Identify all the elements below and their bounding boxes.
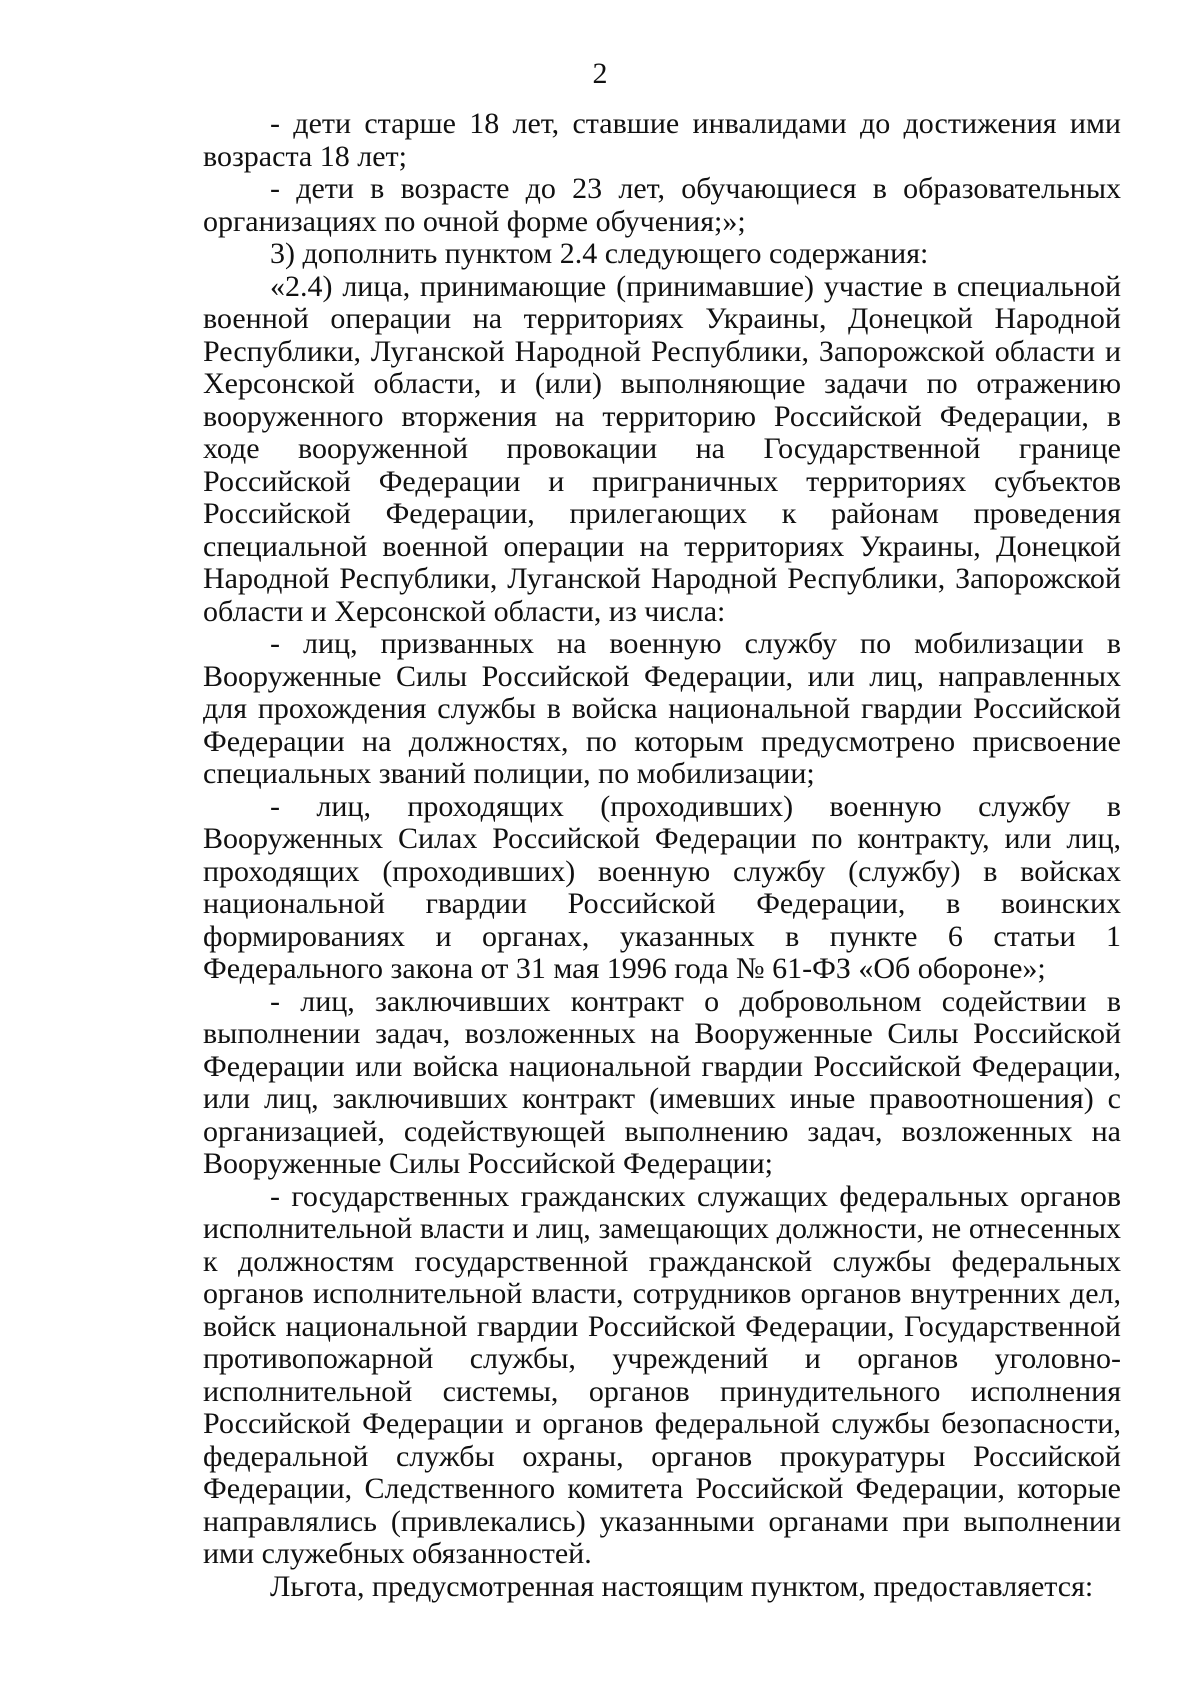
- page-number: 2: [592, 57, 608, 90]
- paragraph-contract-servicemen: - лиц, проходящих (проходивших) военную службу в Вооруженных Силах Российской Федерации по контракту, или лиц, проходящих (проходивших) военную службу (службу) в войсках национальной гвардии Российской Федерации, в воинских формированиях и органах, указанных в пункте 6 статьи 1 Федерального закона от 31 мая 1996 года № 61-ФЗ «Об обороне»;: [203, 789, 1121, 985]
- document-body: [203, 108, 1121, 1603]
- paragraph-benefit-provided: Льгота, предусмотренная настоящим пунктом, предоставляется:: [270, 1569, 1094, 1603]
- paragraph-children-under-23: - дети в возрасте до 23 лет, обучающиеся в образовательных организациях по очной форме обучения;»;: [203, 172, 1121, 238]
- paragraph-volunteer-contracts: - лиц, заключивших контракт о добровольном содействии в выполнении задач, возложенных на Вооруженные Силы Российской Федерации или войска национальной гвардии Российской Федерации, или лиц, заключивших контракт (имевших иные правоотношения) с организацией, содействующей выполнению задач, возложенных на Вооруженные Силы Российской Федерации;: [203, 984, 1121, 1180]
- paragraph-mobilized-persons: - лиц, призванных на военную службу по мобилизации в Вооруженные Силы Российской Федерации, или лиц, направленных для прохождения службы в войска национальной гвардии Российской Федерации на должностях, по которым предусмотрено присвоение специальных званий полиции, по мобилизации;: [203, 627, 1121, 790]
- paragraph-civil-servants: - государственных гражданских служащих федеральных органов исполнительной власти и лиц, замещающих должности, не отнесенных к должностям государственной гражданской службы федеральных органов исполнительной власти, сотрудников органов внутренних дел, войск национальной гвардии Российской Федерации, Государственной противопожарной службы, учреждений и органов уголовно-исполнительной системы, органов принудительного исполнения Российской Федерации и органов федеральной службы безопасности, федеральной службы охраны, органов прокуратуры Российской Федерации, Следственного комитета Российской Федерации, которые направлялись (привлекались) указанными органами при выполнении ими служебных обязанностей.: [203, 1179, 1121, 1570]
- paragraph-children-over-18: - дети старше 18 лет, ставшие инвалидами до достижения ими возраста 18 лет;: [203, 107, 1121, 173]
- paragraph-point-2-4: «2.4) лица, принимающие (принимавшие) участие в специальной военной операции на территориях Украины, Донецкой Народной Республики, Луганской Народной Республики, Запорожской области и Херсонской области, и (или) выполняющие задачи по отражению вооруженного вторжения на территорию Российской Федерации, в ходе вооруженной провокации на Государственной границе Российской Федерации и приграничных территориях субъектов Российской Федерации, прилегающих к районам проведения специальной военной операции на территориях Украины, Донецкой Народной Республики, Луганской Народной Республики, Запорожской области и Херсонской области, из числа:: [203, 269, 1121, 628]
- paragraph-amendment-point-3: 3) дополнить пунктом 2.4 следующего содержания:: [270, 237, 929, 270]
